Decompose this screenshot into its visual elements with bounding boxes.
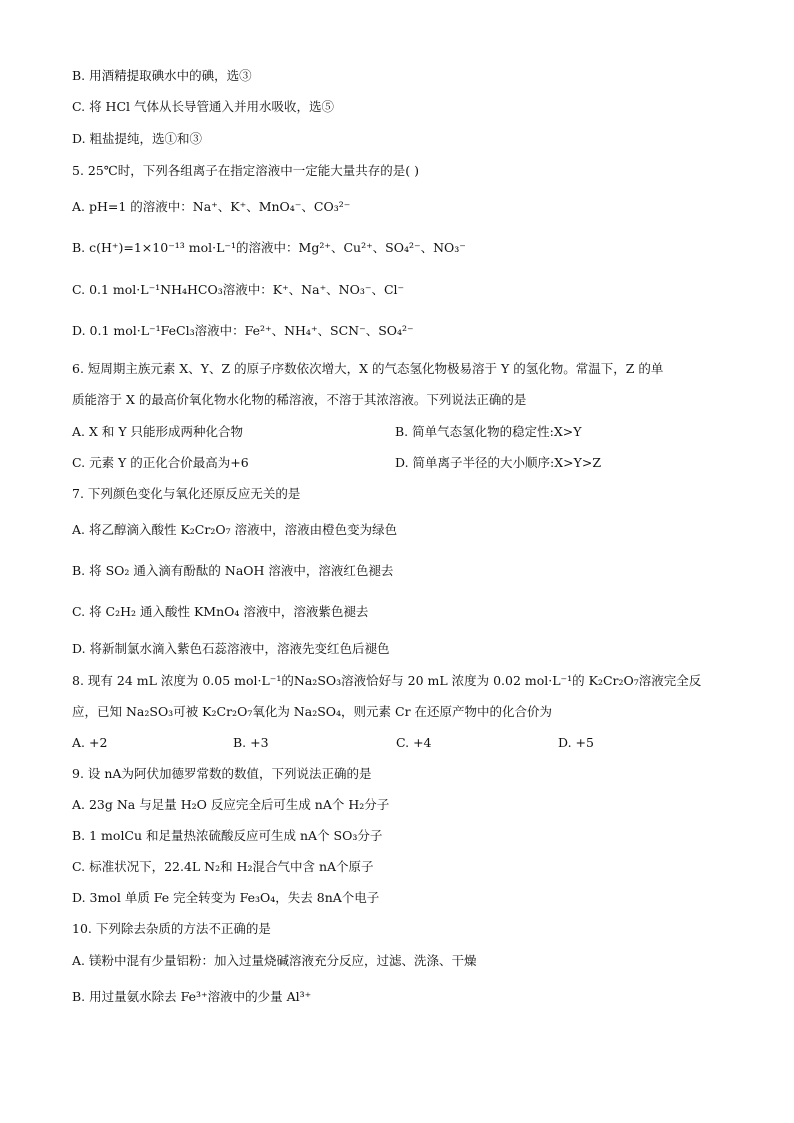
question-10: 10. 下列除去杂质的方法不正确的是 xyxy=(72,921,271,936)
option-line: A. 将乙醇滴入酸性 K₂Cr₂O₇ 溶液中，溶液由橙色变为绿色 xyxy=(72,522,398,537)
option-line: B. +3 xyxy=(233,735,269,750)
option-line: B. 用酒精提取碘水中的碘，选③ xyxy=(72,68,252,83)
option-line: A. 镁粉中混有少量铝粉：加入过量烧碱溶液充分反应，过滤、洗涤、干燥 xyxy=(72,953,477,968)
option-line: B. 简单气态氢化物的稳定性:X>Y xyxy=(395,424,582,439)
option-line: C. 将 C₂H₂ 通入酸性 KMnO₄ 溶液中，溶液紫色褪去 xyxy=(72,604,369,619)
question-6: 6. 短周期主族元素 X、Y、Z 的原子序数依次增大，X 的气态氢化物极易溶于 Y 的氢化物。常温下，Z 的单 xyxy=(72,361,664,376)
option-line: A. X 和 Y 只能形成两种化合物 xyxy=(72,424,244,439)
option-line: C. 将 HCl 气体从长导管通入并用水吸收，选⑤ xyxy=(72,99,334,114)
question-7: 7. 下列颜色变化与氧化还原反应无关的是 xyxy=(72,486,301,501)
question-6-cont: 质能溶于 X 的最高价氧化物水化物的稀溶液，不溶于其浓溶液。下列说法正确的是 xyxy=(72,392,527,407)
question-9: 9. 设 nA为阿伏加德罗常数的数值，下列说法正确的是 xyxy=(72,766,372,781)
option-line: B. 1 molCu 和足量热浓硫酸反应可生成 nA个 SO₃分子 xyxy=(72,828,383,843)
option-line: D. +5 xyxy=(558,735,594,750)
option-line: B. 用过量氨水除去 Fe³⁺溶液中的少量 Al³⁺ xyxy=(72,989,312,1004)
option-line: C. 0.1 mol·L⁻¹NH₄HCO₃溶液中：K⁺、Na⁺、NO₃⁻、Cl⁻ xyxy=(72,282,405,297)
option-line: D. 将新制氯水滴入紫色石蕊溶液中，溶液先变红色后褪色 xyxy=(72,641,390,656)
option-line: A. 23g Na 与足量 H₂O 反应完全后可生成 nA个 H₂分子 xyxy=(72,797,390,812)
option-line: D. 3mol 单质 Fe 完全转变为 Fe₃O₄，失去 8nA个电子 xyxy=(72,890,380,905)
question-5: 5. 25℃时，下列各组离子在指定溶液中一定能大量共存的是( ) xyxy=(72,163,420,178)
option-line: D. 简单离子半径的大小顺序:X>Y>Z xyxy=(395,455,602,470)
question-8-cont: 应，已知 Na₂SO₃可被 K₂Cr₂O₇氧化为 Na₂SO₄，则元素 Cr 在还原产物中的化合价为 xyxy=(72,704,553,719)
option-line: B. c(H⁺)=1×10⁻¹³ mol·L⁻¹的溶液中：Mg²⁺、Cu²⁺、SO₄²⁻、NO₃⁻ xyxy=(72,240,466,255)
option-line: B. 将 SO₂ 通入滴有酚酞的 NaOH 溶液中，溶液红色褪去 xyxy=(72,563,394,578)
option-line: A. pH=1 的溶液中：Na⁺、K⁺、MnO₄⁻、CO₃²⁻ xyxy=(72,199,351,214)
option-line: D. 粗盐提纯，选①和③ xyxy=(72,131,203,146)
option-line: C. +4 xyxy=(396,735,432,750)
option-line: D. 0.1 mol·L⁻¹FeCl₃溶液中：Fe²⁺、NH₄⁺、SCN⁻、SO₄²⁻ xyxy=(72,323,414,338)
option-line: A. +2 xyxy=(72,735,108,750)
question-8: 8. 现有 24 mL 浓度为 0.05 mol·L⁻¹的Na₂SO₃溶液恰好与 20 mL 浓度为 0.02 mol·L⁻¹的 K₂Cr₂O₇溶液完全反 xyxy=(72,673,702,688)
option-line: C. 标准状况下，22.4L N₂和 H₂混合气中含 nA个原子 xyxy=(72,859,374,874)
option-line: C. 元素 Y 的正化合价最高为+6 xyxy=(72,455,249,470)
